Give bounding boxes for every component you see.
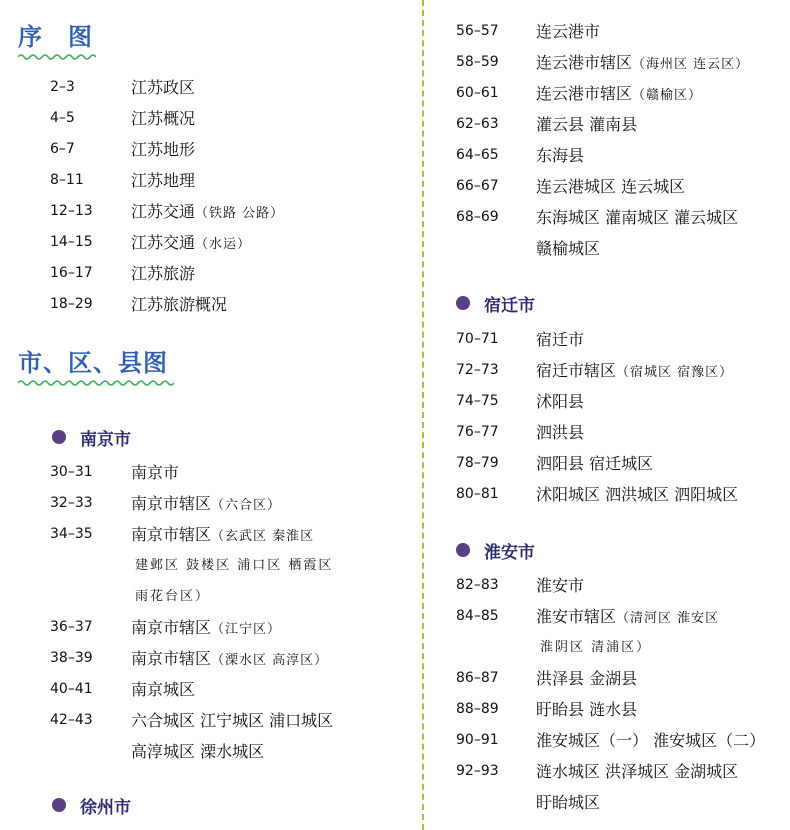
bullet-icon <box>52 798 66 812</box>
map-title <box>536 47 749 80</box>
city-heading-nanjing <box>52 424 131 450</box>
map-title-text: 灌云县 灌南县 <box>536 115 638 134</box>
city-heading-xuzhou <box>52 792 131 818</box>
map-title <box>131 457 179 488</box>
district-note: （清河区 淮安区 <box>616 611 720 626</box>
city-heading-text: 徐州市 <box>80 797 131 818</box>
district-note: （六合区） <box>211 498 282 513</box>
page-range: 34–35 <box>50 526 93 542</box>
city-maps-title-text: 市、区、县图 <box>18 349 168 377</box>
page-range: 36–37 <box>50 619 93 635</box>
map-title <box>131 674 195 705</box>
page-range: 90–91 <box>456 732 499 748</box>
map-title-text: 南京市 <box>131 463 180 482</box>
toc-entry <box>50 457 461 488</box>
toc-entry <box>456 202 790 233</box>
toc-entry <box>456 140 790 171</box>
district-note: （铁路 公路） <box>195 206 285 221</box>
bullet-icon <box>52 430 66 444</box>
page-range: 16–17 <box>50 265 93 281</box>
district-note: （海州区 连云区） <box>632 57 750 72</box>
map-title-text: 泗阳县 宿迁城区 <box>536 454 654 473</box>
map-title-text: 江苏旅游概况 <box>131 295 228 314</box>
bullet-icon <box>456 543 470 557</box>
map-title <box>536 448 653 479</box>
map-title <box>536 386 584 417</box>
map-title-text: 涟水城区 洪泽城区 金湖城区 <box>536 762 739 781</box>
map-title-text: 淮安城区（一） 淮安城区（二） <box>536 731 766 750</box>
map-title-text: 沭阳城区 泗洪城区 泗阳城区 <box>536 485 739 504</box>
district-note: （宿城区 宿豫区） <box>616 365 734 380</box>
page-range: 6–7 <box>50 141 75 157</box>
district-note: （江宁区） <box>211 622 282 637</box>
toc-entry <box>50 612 461 643</box>
map-title <box>536 570 584 601</box>
toc-entry <box>50 674 461 705</box>
map-title-text: 宿迁市 <box>536 330 585 349</box>
continuation-line: 盱眙城区 <box>536 793 601 812</box>
map-title <box>536 694 637 725</box>
map-title <box>536 663 637 694</box>
toc-entry <box>50 165 461 196</box>
map-title <box>131 612 281 645</box>
city-heading-text: 宿迁市 <box>484 295 535 316</box>
page-range: 68–69 <box>456 209 499 225</box>
map-title <box>536 324 584 355</box>
toc-entry <box>50 227 461 258</box>
map-title-text: 江苏概况 <box>131 109 196 128</box>
toc-entry <box>50 519 461 550</box>
district-note: （水运） <box>195 237 252 252</box>
toc-entry <box>50 72 461 103</box>
toc-entry <box>456 694 790 725</box>
page-range: 66–67 <box>456 178 499 194</box>
map-title-text: 东海县 <box>536 146 585 165</box>
toc-entry <box>456 417 790 448</box>
map-title <box>131 519 314 552</box>
page-range: 2–3 <box>50 79 75 95</box>
page-range: 64–65 <box>456 147 499 163</box>
map-title-text: 南京市辖区 <box>131 494 212 513</box>
page-range: 86–87 <box>456 670 499 686</box>
city-maps-title <box>18 348 168 378</box>
map-title <box>536 140 584 171</box>
map-title <box>536 78 702 111</box>
preface-title-text: 序 图 <box>18 23 93 51</box>
map-title-text: 连云港市 <box>536 22 601 41</box>
map-title-text: 淮安市 <box>536 576 585 595</box>
toc-entry <box>50 258 461 289</box>
district-note: （溧水区 高淳区） <box>211 653 329 668</box>
map-title-text: 盱眙县 涟水县 <box>536 700 638 719</box>
map-title <box>536 725 765 756</box>
page-range: 76–77 <box>456 424 499 440</box>
continuation-line: 赣榆城区 <box>536 239 601 258</box>
map-title <box>131 289 227 320</box>
page-range: 38–39 <box>50 650 93 666</box>
map-title-text: 江苏地理 <box>131 171 196 190</box>
map-title <box>536 171 685 202</box>
toc-entry <box>456 725 790 756</box>
map-title-text: 宿迁市辖区 <box>536 361 617 380</box>
toc-entry <box>50 103 461 134</box>
bullet-icon <box>456 296 470 310</box>
toc-entry <box>456 756 790 787</box>
page-range: 84–85 <box>456 608 499 624</box>
toc-entry <box>50 643 461 674</box>
toc-entry <box>456 16 790 47</box>
map-title <box>536 479 738 510</box>
page-range: 56–57 <box>456 23 499 39</box>
map-title-text: 江苏政区 <box>131 78 196 97</box>
map-title <box>131 165 195 196</box>
map-title-text: 沭阳县 <box>536 392 585 411</box>
map-title-text: 淮安市辖区 <box>536 607 617 626</box>
toc-entry <box>456 386 790 417</box>
map-title <box>536 16 600 47</box>
page-range: 30–31 <box>50 464 93 480</box>
city-heading-suqian <box>456 290 535 316</box>
page-range: 32–33 <box>50 495 93 511</box>
preface-title <box>18 22 93 52</box>
page-range: 80–81 <box>456 486 499 502</box>
map-title <box>536 355 733 388</box>
page-range: 92–93 <box>456 763 499 779</box>
page-range: 78–79 <box>456 455 499 471</box>
map-title <box>131 134 195 165</box>
district-note: （玄武区 秦淮区 <box>211 529 315 544</box>
map-title <box>131 227 251 260</box>
map-title-text: 南京市辖区 <box>131 525 212 544</box>
toc-entry <box>456 663 790 694</box>
map-title-text: 江苏旅游 <box>131 264 196 283</box>
page-range: 40–41 <box>50 681 93 697</box>
map-title-text: 连云港市辖区 <box>536 84 633 103</box>
page-range: 42–43 <box>50 712 93 728</box>
map-title-text: 江苏交通 <box>131 233 196 252</box>
toc-entry <box>50 196 461 227</box>
map-title <box>131 72 195 103</box>
map-title-text: 南京市辖区 <box>131 649 212 668</box>
map-title <box>536 756 738 787</box>
city-heading-text: 南京市 <box>80 429 131 450</box>
map-title-text: 泗洪县 <box>536 423 585 442</box>
page-range: 12–13 <box>50 203 93 219</box>
map-title <box>131 258 195 289</box>
page-range: 58–59 <box>456 54 499 70</box>
city-heading-huaian <box>456 537 535 563</box>
page-range: 18–29 <box>50 296 93 312</box>
page-range: 14–15 <box>50 234 93 250</box>
page-range: 88–89 <box>456 701 499 717</box>
map-title-text: 连云港市辖区 <box>536 53 633 72</box>
page-range: 70–71 <box>456 331 499 347</box>
continuation-line: 淮阴区 清浦区） <box>540 640 652 655</box>
toc-entry <box>50 705 461 736</box>
toc-entry <box>50 289 461 320</box>
toc-entry <box>456 355 790 386</box>
map-title-text: 洪泽县 金湖县 <box>536 669 638 688</box>
map-title <box>536 202 738 233</box>
map-title-text: 南京城区 <box>131 680 196 699</box>
map-title <box>536 109 637 140</box>
toc-entry <box>456 570 790 601</box>
toc-entry <box>456 47 790 78</box>
continuation-line: 建邺区 鼓楼区 浦口区 栖霞区 <box>135 558 334 573</box>
page-range: 74–75 <box>456 393 499 409</box>
continuation-line: 雨花台区） <box>135 589 211 604</box>
map-title-text: 南京市辖区 <box>131 618 212 637</box>
map-title <box>131 103 195 134</box>
page-range: 60–61 <box>456 85 499 101</box>
map-title <box>131 643 328 676</box>
page-range: 72–73 <box>456 362 499 378</box>
squiggle-underline <box>18 379 174 387</box>
squiggle-underline <box>18 53 96 61</box>
page-range: 4–5 <box>50 110 75 126</box>
toc-entry <box>50 134 461 165</box>
map-title <box>131 488 281 521</box>
continuation-line: 高淳城区 溧水城区 <box>131 742 265 761</box>
city-heading-text: 淮安市 <box>484 542 535 563</box>
map-title <box>536 601 719 634</box>
map-title-text: 江苏交通 <box>131 202 196 221</box>
toc-entry <box>50 488 461 519</box>
toc-entry <box>456 448 790 479</box>
district-note: （赣榆区） <box>632 88 703 103</box>
map-title-text: 东海城区 灌南城区 灌云城区 <box>536 208 739 227</box>
toc-entry <box>456 479 790 510</box>
page-range: 8–11 <box>50 172 84 188</box>
map-title <box>131 705 333 736</box>
toc-entry <box>456 324 790 355</box>
page-range: 62–63 <box>456 116 499 132</box>
page-range: 82–83 <box>456 577 499 593</box>
map-title-text: 连云港城区 连云城区 <box>536 177 686 196</box>
toc-entry <box>456 109 790 140</box>
toc-entry <box>456 78 790 109</box>
map-title <box>131 196 284 229</box>
toc-entry <box>456 171 790 202</box>
map-title-text: 江苏地形 <box>131 140 196 159</box>
map-title-text: 六合城区 江宁城区 浦口城区 <box>131 711 334 730</box>
map-title <box>536 417 584 448</box>
toc-entry <box>456 601 790 632</box>
